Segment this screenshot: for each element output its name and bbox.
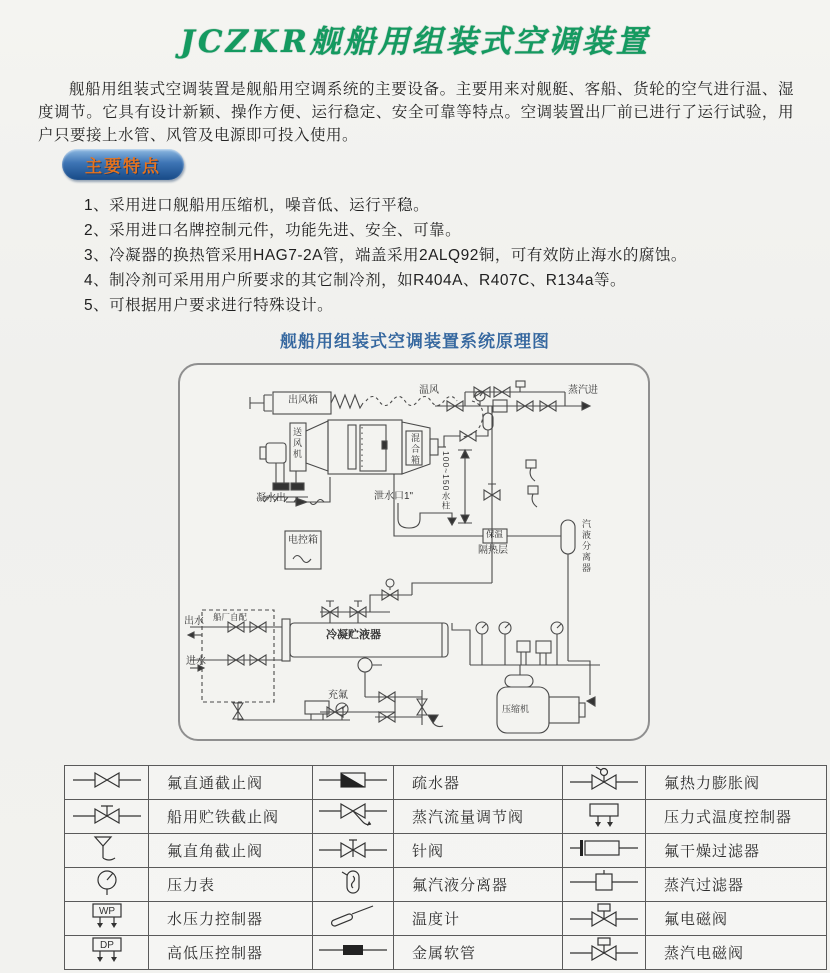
legend-row <box>65 868 827 902</box>
legend-label-cell: 船用贮铁截止阀 <box>149 800 313 834</box>
intro-paragraph: 舰船用组装式空调装置是舰船用空调系统的主要设备。主要用来对舰艇、客船、货轮的空气进行温、湿度调节。它具有设计新颖、操作方便、运行稳定、安全可靠等特点。空调装置出厂前已进行了运行试验，用户只要接上水管、风管及电源即可投入使用。 <box>38 81 794 144</box>
suction-line <box>394 474 561 536</box>
feature-item: 2、采用进口名牌控制元件，功能先进、安全、可靠。 <box>84 222 462 239</box>
legend-label-cell: 针阀 <box>394 834 563 868</box>
pressure-temperature-controller-icon <box>568 800 640 828</box>
steam-filter-icon <box>568 868 640 896</box>
heater-coil-shape <box>331 395 363 408</box>
legend-label-cell: 氟直通截止阀 <box>149 766 313 800</box>
legend-symbol-cell <box>313 868 394 902</box>
label-shipyard-supplied: 船厂自配 <box>213 612 248 622</box>
feature-item: 3、冷凝器的换热管采用HAG7-2A管，端盖采用2ALQ92铜，可有效防止海水的腐蚀。 <box>84 247 687 264</box>
svg-text:WP: WP <box>98 906 115 917</box>
svg-text:DP: DP <box>99 940 114 951</box>
label-gas-liquid-separator: 汽液分离器 <box>581 519 591 574</box>
page-title: JCZKR舰船用组装式空调装置 <box>180 24 650 60</box>
legend-symbol-cell <box>65 834 149 868</box>
gas-liquid-separator-icon <box>317 868 389 896</box>
label-warm-air: 温风 <box>419 385 439 396</box>
feature-item: 5、可根据用户要求进行特殊设计。 <box>84 297 334 314</box>
globe-valve-icon <box>71 766 143 794</box>
steam-solenoid-valve-icon <box>568 936 640 964</box>
steam-trap-icon <box>317 766 389 794</box>
metal-hose-icon <box>317 936 389 964</box>
legend-symbol-cell <box>65 800 149 834</box>
legend-label-cell: 金属软管 <box>394 936 563 970</box>
legend-label-cell: 氟汽液分离器 <box>394 868 563 902</box>
label-mixing-box: 混合箱 <box>410 433 420 466</box>
legend-label-cell: 疏水器 <box>394 766 563 800</box>
legend-row <box>65 766 827 800</box>
legend-row <box>65 834 827 868</box>
marine-stop-valve-icon <box>71 800 143 828</box>
legend-symbol-cell <box>313 936 394 970</box>
feature-item: 4、制冷剂可采用用户所要求的其它制冷剂，如R404A、R407C、R134a等。 <box>84 272 626 289</box>
legend-label-cell: 温度计 <box>394 902 563 936</box>
legend-symbol-cell <box>563 902 646 936</box>
schematic-drawing <box>180 365 648 739</box>
schematic-panel <box>178 363 650 741</box>
evaporator-shape <box>328 420 402 474</box>
legend-label-cell: 压力式温度控制器 <box>646 800 827 834</box>
steam-flow-regulating-valve-icon <box>317 800 389 828</box>
fluorine-solenoid-valve-icon <box>568 902 640 930</box>
legend-label-cell: 蒸汽电磁阀 <box>646 936 827 970</box>
legend-label-cell: 水压力控制器 <box>149 902 313 936</box>
water-pressure-controller-icon <box>71 902 143 930</box>
legend-label-cell: 高低压控制器 <box>149 936 313 970</box>
legend-label-cell: 氟热力膨胀阀 <box>646 766 827 800</box>
label-supply-fan: 送风机 <box>292 427 302 460</box>
label-water-column: 100~150水柱 <box>441 451 451 511</box>
separator-shape <box>561 520 575 554</box>
legend-symbol-cell <box>563 800 646 834</box>
legend-label-cell: 蒸汽流量调节阀 <box>394 800 563 834</box>
needle-valve-icon <box>317 834 389 862</box>
pressure-gauge-icon <box>71 868 143 896</box>
features-list <box>84 193 784 318</box>
legend-label-cell: 蒸汽过滤器 <box>646 868 827 902</box>
legend-symbol-cell <box>313 902 394 936</box>
legend-symbol-cell <box>65 936 149 970</box>
features-badge-label: 主要特点 <box>85 157 161 176</box>
label-charge-fluorine: 充氟 <box>328 690 348 701</box>
label-compressor: 压缩机 <box>502 704 530 714</box>
diagram-title: 舰船用组装式空调装置系统原理图 <box>280 332 550 351</box>
legend-label-cell: 氟电磁阀 <box>646 902 827 936</box>
thermometer-icon <box>317 902 389 930</box>
legend-table <box>64 765 827 970</box>
legend-label-cell: 压力表 <box>149 868 313 902</box>
fan-motor-shape <box>266 443 286 463</box>
label-water-out: 出水 <box>184 616 204 627</box>
legend-symbol-cell <box>563 766 646 800</box>
label-water-in: 进水 <box>186 656 206 667</box>
feature-item: 1、采用进口舰船用压缩机，噪音低、运行平稳。 <box>84 197 430 214</box>
dryer-filter-icon <box>568 834 640 862</box>
legend-symbol-cell <box>313 766 394 800</box>
label-drain-port: 泄水口1" <box>374 491 414 502</box>
label-condenser-receiver: 冷凝贮液器 <box>326 629 381 641</box>
legend-symbol-cell <box>65 902 149 936</box>
label-electric-control-box: 电控箱 <box>288 535 318 546</box>
sight-glass-shape <box>358 658 372 672</box>
features-badge <box>62 149 184 180</box>
legend-symbol-cell <box>313 800 394 834</box>
label-insulation-layer: 隔热层 <box>478 545 508 556</box>
label-insulation-wrap: 保温 <box>486 529 504 539</box>
legend-row <box>65 936 827 970</box>
legend-symbol-cell <box>563 834 646 868</box>
angle-valve-icon <box>71 834 143 862</box>
legend-row <box>65 800 827 834</box>
legend-label-cell: 氟直角截止阀 <box>149 834 313 868</box>
legend-symbol-cell <box>65 868 149 902</box>
label-condensate-out: 凝水出 <box>256 493 286 504</box>
legend-row <box>65 902 827 936</box>
label-air-outlet-box: 出风箱 <box>288 395 318 406</box>
high-low-pressure-controller-icon <box>71 936 143 964</box>
thermal-expansion-valve-icon <box>568 766 640 794</box>
legend-label-cell: 氟干燥过滤器 <box>646 834 827 868</box>
legend-symbol-cell <box>313 834 394 868</box>
label-steam-in: 蒸汽进 <box>568 385 598 396</box>
legend-symbol-cell <box>563 936 646 970</box>
airflow-dashed-line <box>366 397 457 406</box>
legend-symbol-cell <box>65 766 149 800</box>
legend-symbol-cell <box>563 868 646 902</box>
